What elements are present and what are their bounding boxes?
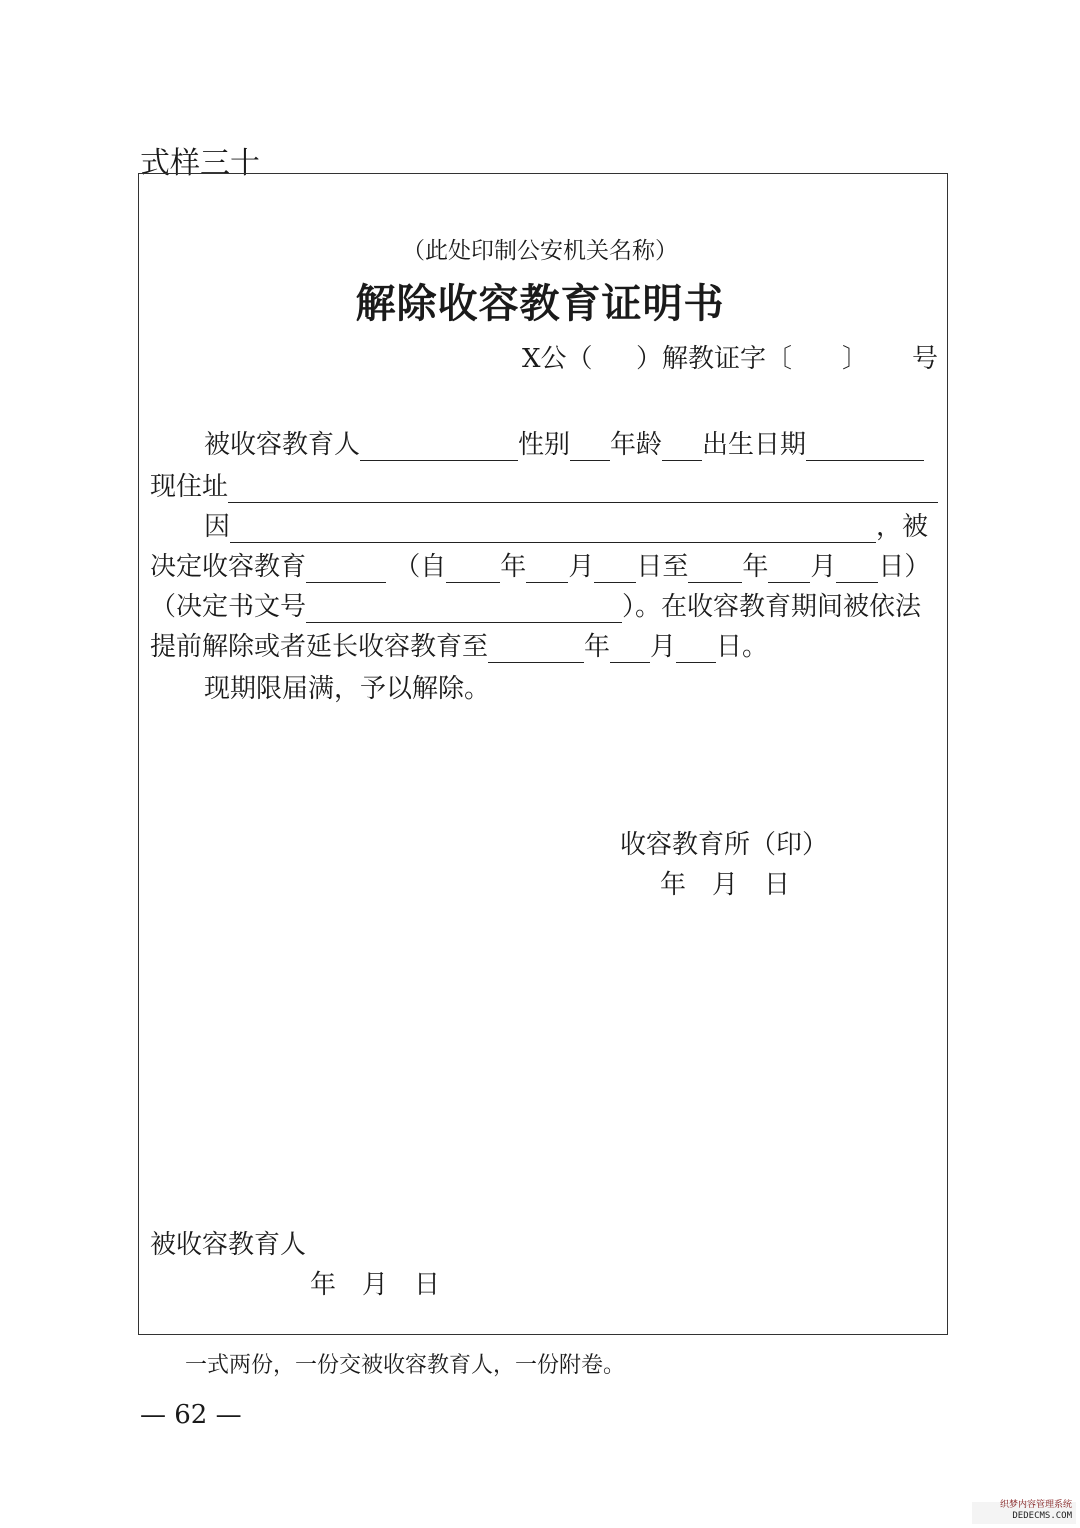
end-year-label: 年 [742, 552, 769, 582]
birth-date-label: 出生日期 [702, 430, 807, 460]
form-line-5 [150, 586, 921, 623]
start-year-blank [446, 554, 500, 583]
form-style-label: 式样三十 [140, 146, 260, 181]
birth-date-blank [806, 432, 924, 461]
extend-year-blank [488, 634, 584, 663]
center-seal-label: 收容教育所（印） [620, 830, 829, 860]
form-line-6 [150, 626, 768, 663]
extend-label: 提前解除或者延长收容教育至 [150, 632, 489, 662]
site-watermark [972, 1502, 1076, 1524]
extend-year-label: 年 [584, 632, 611, 662]
watermark-cn: 织梦内容管理系统 [999, 1500, 1072, 1510]
doc-number-suffix: 号 [912, 344, 939, 374]
decided-label: 决定收容教育 [150, 552, 307, 582]
address-label: 现住址 [150, 472, 229, 502]
copies-footnote: 一式两份，一份交被收容教育人，一份附卷。 [185, 1353, 626, 1378]
person-date: 年 月 日 [310, 1270, 441, 1300]
extend-month-label: 月 [650, 632, 677, 662]
form-line-1 [204, 424, 924, 461]
center-date: 年 月 日 [660, 870, 791, 900]
extend-day-blank [676, 634, 716, 663]
doc-number-middle: ）解教证字〔 [636, 344, 793, 374]
gender-blank [570, 432, 610, 461]
subject-name-blank [360, 432, 518, 461]
watermark-en: DEDECMS.COM [1012, 1511, 1072, 1521]
end-month-blank [768, 554, 810, 583]
reason-label: 因 [204, 512, 231, 542]
decision-number-blank [306, 594, 622, 623]
person-signature-label: 被收容教育人 [150, 1230, 307, 1260]
day-to-label: 日至 [636, 552, 689, 582]
start-month-blank [526, 554, 568, 583]
doc-number-bracket-close: 〕 [842, 344, 869, 374]
reason-blank [230, 514, 876, 543]
form-line-4 [150, 546, 930, 583]
start-month-label: 月 [568, 552, 595, 582]
decision-number-label: （决定书文号 [150, 592, 307, 622]
form-line-2 [150, 466, 938, 503]
age-blank [662, 432, 702, 461]
gender-label: 性别 [518, 430, 571, 460]
page-number: — 62 — [140, 1400, 242, 1430]
start-day-blank [594, 554, 636, 583]
extend-day-label: 日。 [716, 632, 769, 662]
end-year-blank [688, 554, 742, 583]
start-year-label: 年 [500, 552, 527, 582]
decision-number-tail: ）。在收容教育期间被依法 [622, 592, 922, 622]
subject-label: 被收容教育人 [204, 430, 361, 460]
age-label: 年龄 [610, 430, 663, 460]
reason-tail: ，被 [876, 512, 929, 542]
end-month-label: 月 [810, 552, 837, 582]
issuer-placeholder: （此处印制公安机关名称） [402, 238, 678, 264]
expiry-statement: 现期限届满，予以解除。 [204, 674, 491, 704]
form-line-3 [204, 506, 928, 543]
doc-number-prefix: X公（ [522, 344, 593, 374]
extend-month-blank [610, 634, 650, 663]
address-blank [228, 474, 938, 503]
end-day-label: 日） [878, 552, 931, 582]
document-title: 解除收容教育证明书 [355, 280, 725, 327]
decided-period-blank [306, 554, 386, 583]
end-day-blank [836, 554, 878, 583]
from-label: （自 [394, 552, 447, 582]
